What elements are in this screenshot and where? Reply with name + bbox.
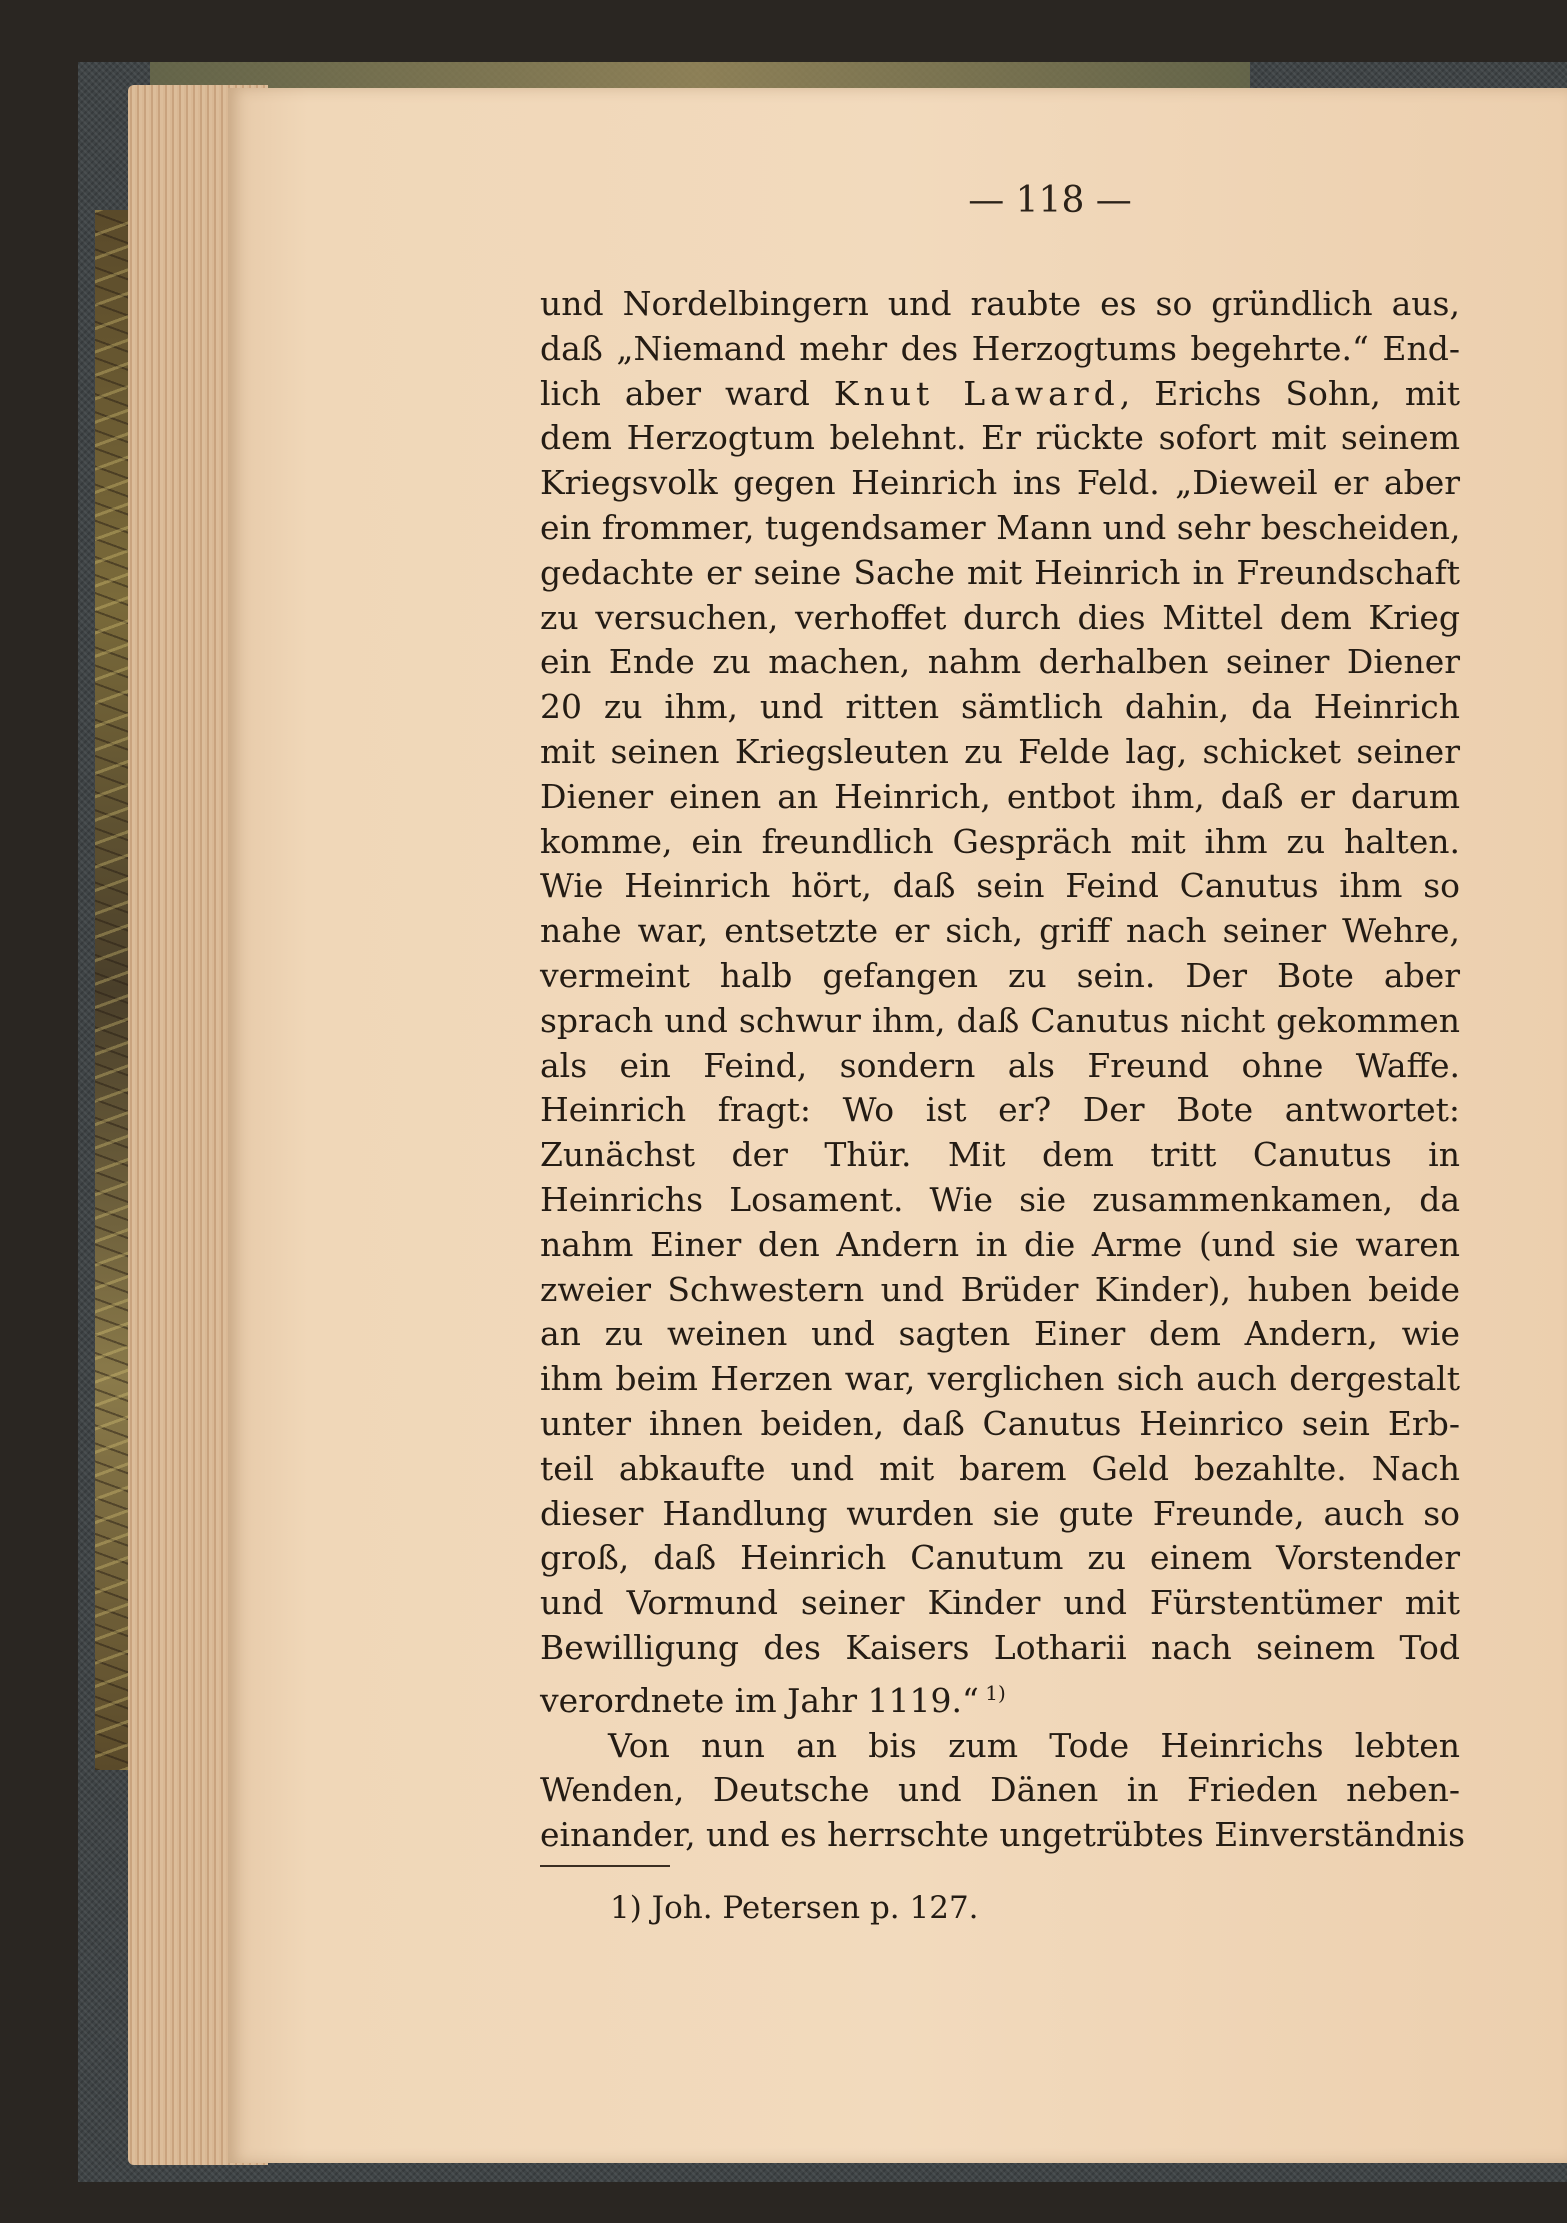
text-line: verordnete im Jahr 1119.“ $^{1)}$ xyxy=(540,1680,1006,1720)
text-line: unter ihnen beiden, daß Canutus Heinrico sein Erb- xyxy=(540,1403,1460,1443)
text-line: dem Herzogtum belehnt. Er rückte sofort mit seinem xyxy=(540,418,1460,458)
text-line: Heinrich fragt: Wo ist er? Der Bote antwortet: xyxy=(540,1090,1460,1130)
text-line: Diener einen an Heinrich, entbot ihm, daß er darum xyxy=(540,776,1460,816)
footnote-marker: 1) xyxy=(978,1680,1006,1705)
text-line: 20 zu ihm, und ritten sämtlich dahin, da Heinrich xyxy=(540,687,1460,727)
text-line: nahm Einer den Andern in die Arme (und sie waren xyxy=(540,1224,1460,1264)
text-line: Wenden, Deutsche und Dänen in Frieden neben- xyxy=(540,1770,1460,1810)
text-line: Bewilligung des Kaisers Lotharii nach seinem Tod xyxy=(540,1627,1460,1667)
text-line: vermeint halb gefangen zu sein. Der Bote aber xyxy=(540,955,1460,995)
text-line: Zunächst der Thür. Mit dem tritt Canutus in xyxy=(540,1135,1460,1175)
text-line: an zu weinen und sagten Einer dem Andern, wie xyxy=(540,1314,1460,1354)
text-line: gedachte er seine Sache mit Heinrich in Freundschaft xyxy=(540,552,1460,592)
text-line: als ein Feind, sondern als Freund ohne Waffe. xyxy=(540,1045,1460,1085)
text-line: daß „Niemand mehr des Herzogtums begehrte.“ End- xyxy=(540,328,1460,368)
text-line: zu versuchen, verhoffet durch dies Mittel dem Krieg xyxy=(540,597,1460,637)
body-text xyxy=(540,282,1466,1858)
text-line: dieser Handlung wurden sie gute Freunde, auch so xyxy=(540,1493,1460,1533)
text-line: zweier Schwestern und Brüder Kinder), huben beide xyxy=(540,1269,1460,1309)
text-line: sprach und schwur ihm, daß Canutus nicht gekommen xyxy=(540,1000,1460,1040)
text-line: komme, ein freundlich Gespräch mit ihm zu halten. xyxy=(540,821,1460,861)
page-number: — 118 — xyxy=(968,180,1132,221)
text-line: Kriegsvolk gegen Heinrich ins Feld. „Dieweil er aber xyxy=(540,463,1460,503)
footnote: 1) Joh. Petersen p. 127. xyxy=(610,1890,979,1926)
text-line: ein frommer, tugendsamer Mann und sehr bescheiden, xyxy=(540,507,1461,547)
text-line: teil abkaufte und mit barem Geld bezahlte. Nach xyxy=(540,1448,1460,1488)
paragraph-2 xyxy=(540,1724,1466,1858)
text-line: einander, und es herrschte ungetrübtes Einverständnis xyxy=(540,1815,1466,1855)
text-line: Von nun an bis zum Tode Heinrichs lebten xyxy=(608,1725,1460,1765)
text-line: Wie Heinrich hört, daß sein Feind Canutus ihm so xyxy=(540,866,1460,906)
spaced-name: Knut Laward xyxy=(833,373,1120,413)
text-line: Heinrichs Losament. Wie sie zusammenkamen, da xyxy=(540,1179,1460,1219)
text-line: und Vormund seiner Kinder und Fürstentümer mit xyxy=(540,1583,1460,1623)
paragraph-1 xyxy=(540,282,1460,1724)
text-line: ein Ende zu machen, nahm derhalben seiner Diener xyxy=(540,642,1460,682)
text-line: nahe war, entsetzte er sich, griff nach seiner Wehre, xyxy=(540,911,1460,951)
text-line: ihm beim Herzen war, verglichen sich auch dergestalt xyxy=(540,1359,1460,1399)
text-line: mit seinen Kriegsleuten zu Felde lag, schicket seiner xyxy=(540,731,1460,771)
text-line: und Nordelbingern und raubte es so gründlich aus, xyxy=(540,284,1460,323)
text-line: lich aber ward Knut Laward, Erichs Sohn, mit xyxy=(540,373,1460,413)
footnote-rule xyxy=(540,1865,670,1867)
text-line: groß, daß Heinrich Canutum zu einem Vorstender xyxy=(540,1538,1460,1578)
